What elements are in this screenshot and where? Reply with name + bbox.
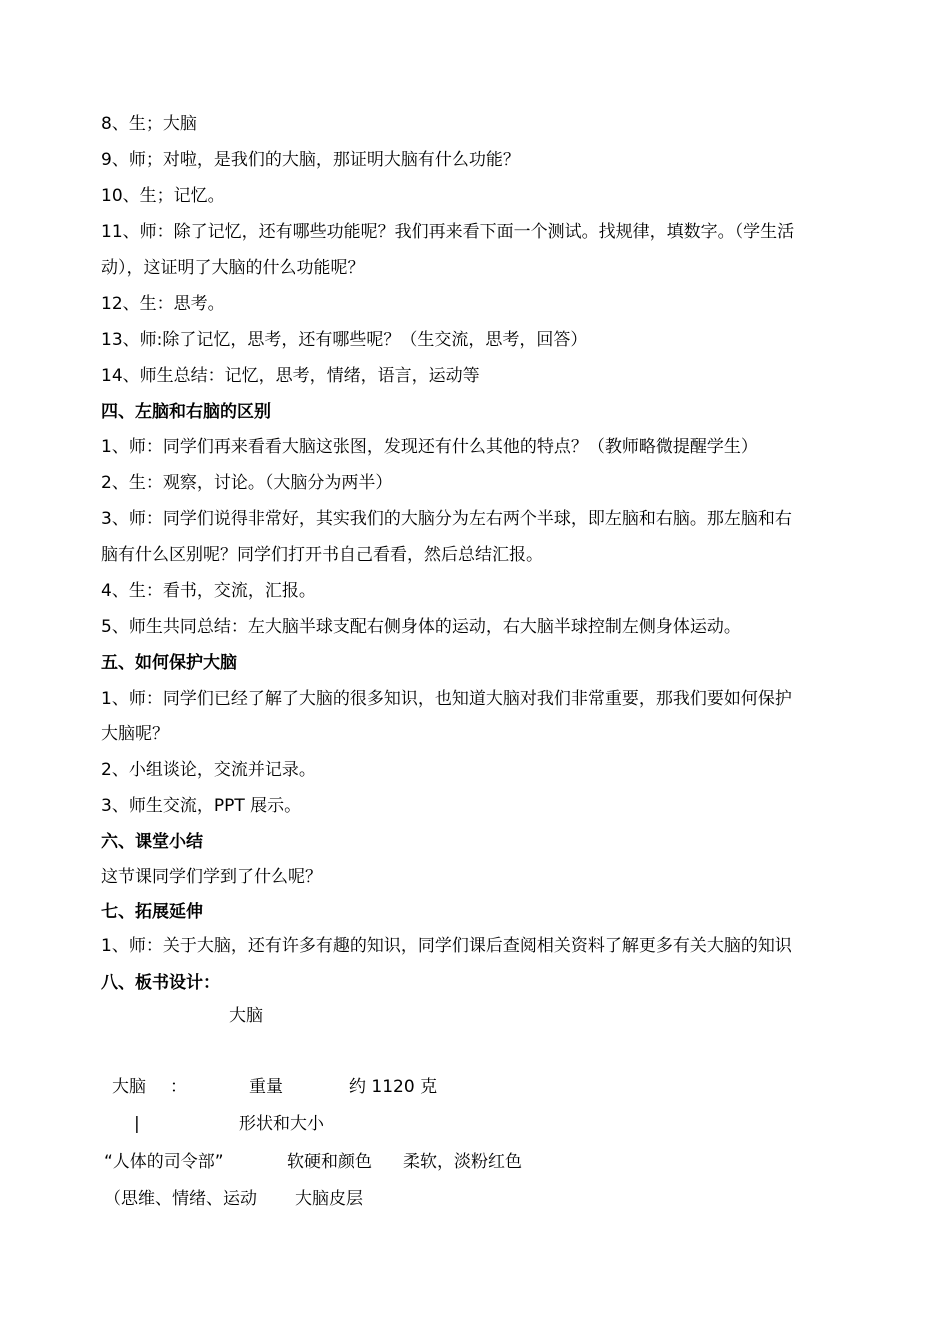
board-functions: （思维、情绪、运动 [104, 1189, 257, 1209]
text-line: 2、小组谈论，交流并记录。 [101, 760, 316, 780]
board-texture-value: 柔软，淡粉红色 [403, 1152, 522, 1172]
section-heading: 七、拓展延伸 [101, 902, 203, 922]
text-line: 5、师生共同总结：左大脑半球支配右侧身体的运动，右大脑半球控制左侧身体运动。 [101, 617, 741, 637]
board-brain-label: 大脑 [112, 1077, 146, 1097]
board-shape-label: 形状和大小 [239, 1114, 324, 1134]
text-line: 9、师；对啦，是我们的大脑，那证明大脑有什么功能？ [101, 150, 520, 170]
text-line: 14、师生总结：记忆，思考，情绪，语言，运动等 [101, 366, 480, 386]
board-cortex: 大脑皮层 [295, 1189, 363, 1209]
text-line: 1、师：关于大脑，还有许多有趣的知识，同学们课后查阅相关资料了解更多有关大脑的知识 [101, 936, 792, 956]
text-line: 12、生：思考。 [101, 294, 225, 314]
text-line: 2、生：观察，讨论。（大脑分为两半） [101, 473, 393, 493]
board-weight-label: 重量 [249, 1077, 283, 1097]
board-title: 大脑 [229, 1006, 263, 1026]
text-line: 大脑呢？ [101, 724, 169, 744]
text-line: 1、师：同学们已经了解了大脑的很多知识，也知道大脑对我们非常重要，那我们要如何保护 [101, 689, 792, 709]
board-texture-label: 软硬和颜色 [287, 1152, 372, 1172]
section-heading: 八、板书设计： [101, 973, 220, 993]
section-heading: 五、如何保护大脑 [101, 653, 237, 673]
section-heading: 六、课堂小结 [101, 832, 203, 852]
section-heading: 四、左脑和右脑的区别 [101, 402, 271, 422]
text-line: 10、生；记忆。 [101, 186, 225, 206]
board-weight-value: 约 1120 克 [349, 1077, 438, 1097]
board-colon: ： [170, 1077, 187, 1097]
board-command-label: “人体的司令部” [104, 1152, 224, 1172]
text-line: 11、师：除了记忆，还有哪些功能呢？我们再来看下面一个测试。找规律，填数字。（学生活 [101, 222, 795, 242]
text-line: 3、师：同学们说得非常好，其实我们的大脑分为左右两个半球，即左脑和右脑。那左脑和右 [101, 509, 792, 529]
text-line: 1、师：同学们再来看看大脑这张图，发现还有什么其他的特点？（教师略微提醒学生） [101, 437, 758, 457]
text-line: 3、师生交流，PPT 展示。 [101, 796, 302, 816]
text-line: 脑有什么区别呢？同学们打开书自己看看，然后总结汇报。 [101, 545, 543, 565]
text-line: 动），这证明了大脑的什么功能呢？ [101, 258, 365, 278]
board-connector: | [134, 1114, 140, 1134]
text-line: 这节课同学们学到了什么呢？ [101, 867, 322, 887]
text-line: 8、生；大脑 [101, 114, 197, 134]
text-line: 13、师:除了记忆，思考，还有哪些呢？（生交流，思考，回答） [101, 330, 588, 350]
text-line: 4、生：看书，交流，汇报。 [101, 581, 316, 601]
